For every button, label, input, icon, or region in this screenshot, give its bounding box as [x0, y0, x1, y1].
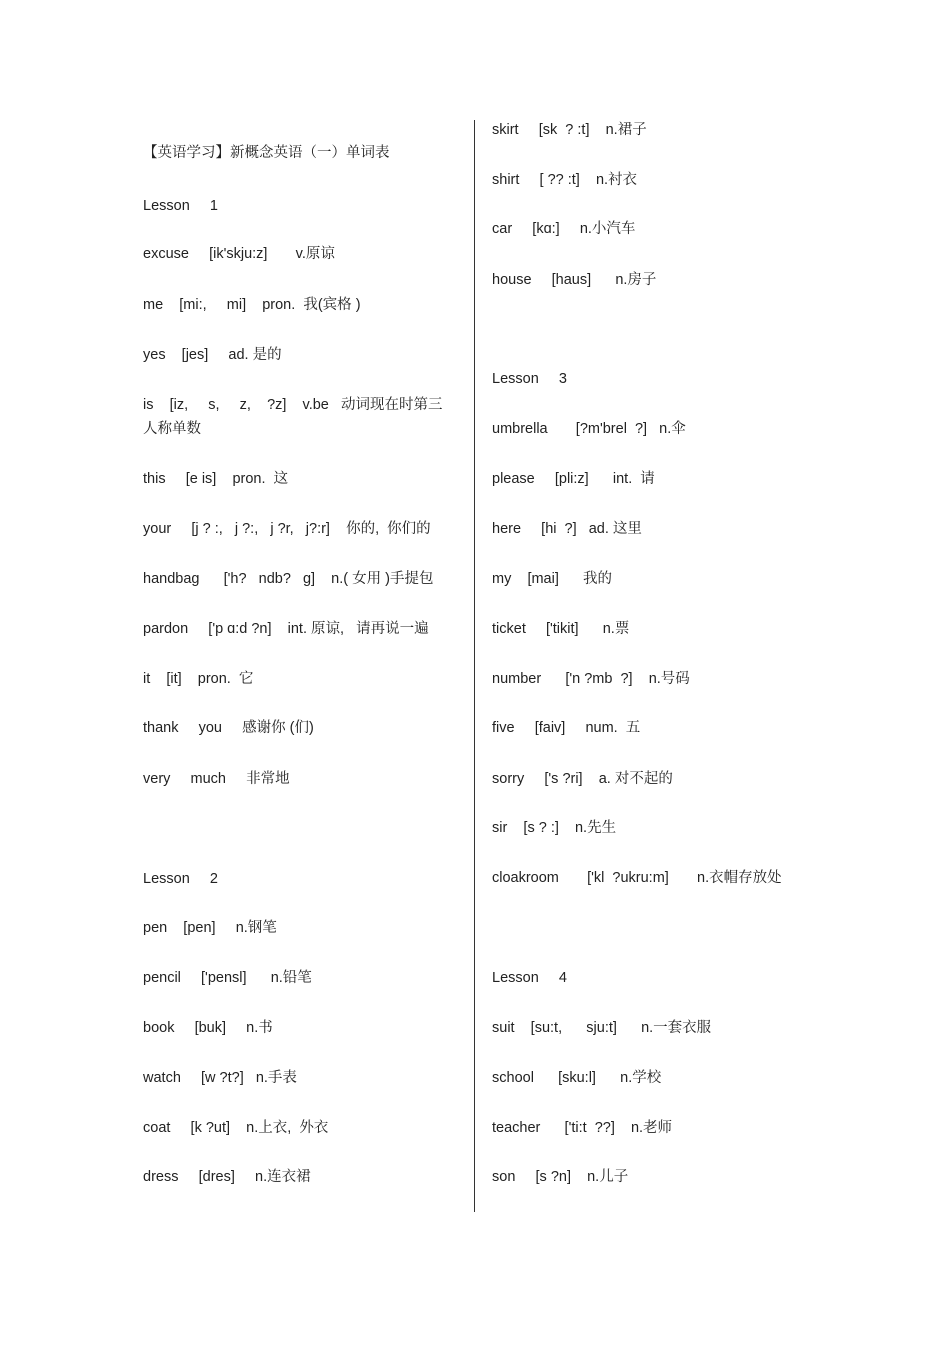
word-entry: shirt [ ?? :t] n.衬衣	[492, 172, 638, 188]
word-entry: number ['n ?mb ?] n.号码	[492, 671, 690, 687]
word-entry: dress [dres] n.连衣裙	[143, 1169, 311, 1185]
word-entry: watch [w ?t?] n.手表	[143, 1070, 297, 1086]
lesson-2-heading: Lesson 2	[143, 871, 218, 887]
word-entry: here [hi ?] ad. 这里	[492, 521, 642, 537]
word-entry: book [buk] n.书	[143, 1020, 273, 1036]
word-entry: excuse [ik'skju:z] v.原谅	[143, 246, 335, 262]
word-entry: my [mai] 我的	[492, 571, 613, 587]
word-entry: five [faiv] num. 五	[492, 720, 641, 736]
word-entry: cloakroom ['kl ?ukru:m] n.衣帽存放处	[492, 870, 782, 886]
word-entry: pardon ['p ɑ:d ?n] int. 原谅, 请再说一遍	[143, 621, 429, 637]
word-entry: it [it] pron. 它	[143, 671, 254, 687]
lesson-4-heading: Lesson 4	[492, 970, 567, 986]
word-entry: handbag ['h? ndb? g] n.( 女用 )手提包	[143, 571, 434, 587]
word-entry: pen [pen] n.钢笔	[143, 920, 277, 936]
word-entry: skirt [sk ? :t] n.裙子	[492, 122, 647, 138]
word-entry: umbrella [?m'brel ?] n.伞	[492, 421, 686, 437]
word-entry: thank you 感谢你 (们)	[143, 720, 314, 736]
word-entry: car [kɑ:] n.小汽车	[492, 221, 636, 237]
word-entry: house [haus] n.房子	[492, 272, 657, 288]
word-entry: sir [s ? :] n.先生	[492, 820, 617, 836]
word-entry: suit [su:t, sju:t] n.一套衣服	[492, 1020, 712, 1036]
word-entry: son [s ?n] n.儿子	[492, 1169, 629, 1185]
document-title: 【英语学习】新概念英语（一）单词表	[143, 145, 390, 161]
column-divider	[474, 120, 475, 1212]
word-entry: your [j ? :, j ?:, j ?r, j?:r] 你的, 你们的	[143, 521, 431, 537]
word-entry: is [iz, s, z, ?z] v.be 动词现在时第三人称单数	[143, 397, 443, 437]
lesson-3-heading: Lesson 3	[492, 371, 567, 387]
word-entry: please [pli:z] int. 请	[492, 471, 655, 487]
word-entry: sorry ['s ?ri] a. 对不起的	[492, 771, 673, 787]
word-entry: this [e is] pron. 这	[143, 471, 289, 487]
word-entry: ticket ['tikit] n.票	[492, 621, 630, 637]
word-entry: me [mi:, mi] pron. 我(宾格 )	[143, 297, 361, 313]
word-entry: teacher ['ti:t ??] n.老师	[492, 1120, 673, 1136]
word-entry: coat [k ?ut] n.上衣, 外衣	[143, 1120, 329, 1136]
word-entry: pencil ['pensl] n.铅笔	[143, 970, 312, 986]
word-entry: school [sku:l] n.学校	[492, 1070, 662, 1086]
lesson-1-heading: Lesson 1	[143, 198, 218, 214]
word-entry: very much 非常地	[143, 771, 290, 787]
word-entry: yes [jes] ad. 是的	[143, 347, 282, 363]
